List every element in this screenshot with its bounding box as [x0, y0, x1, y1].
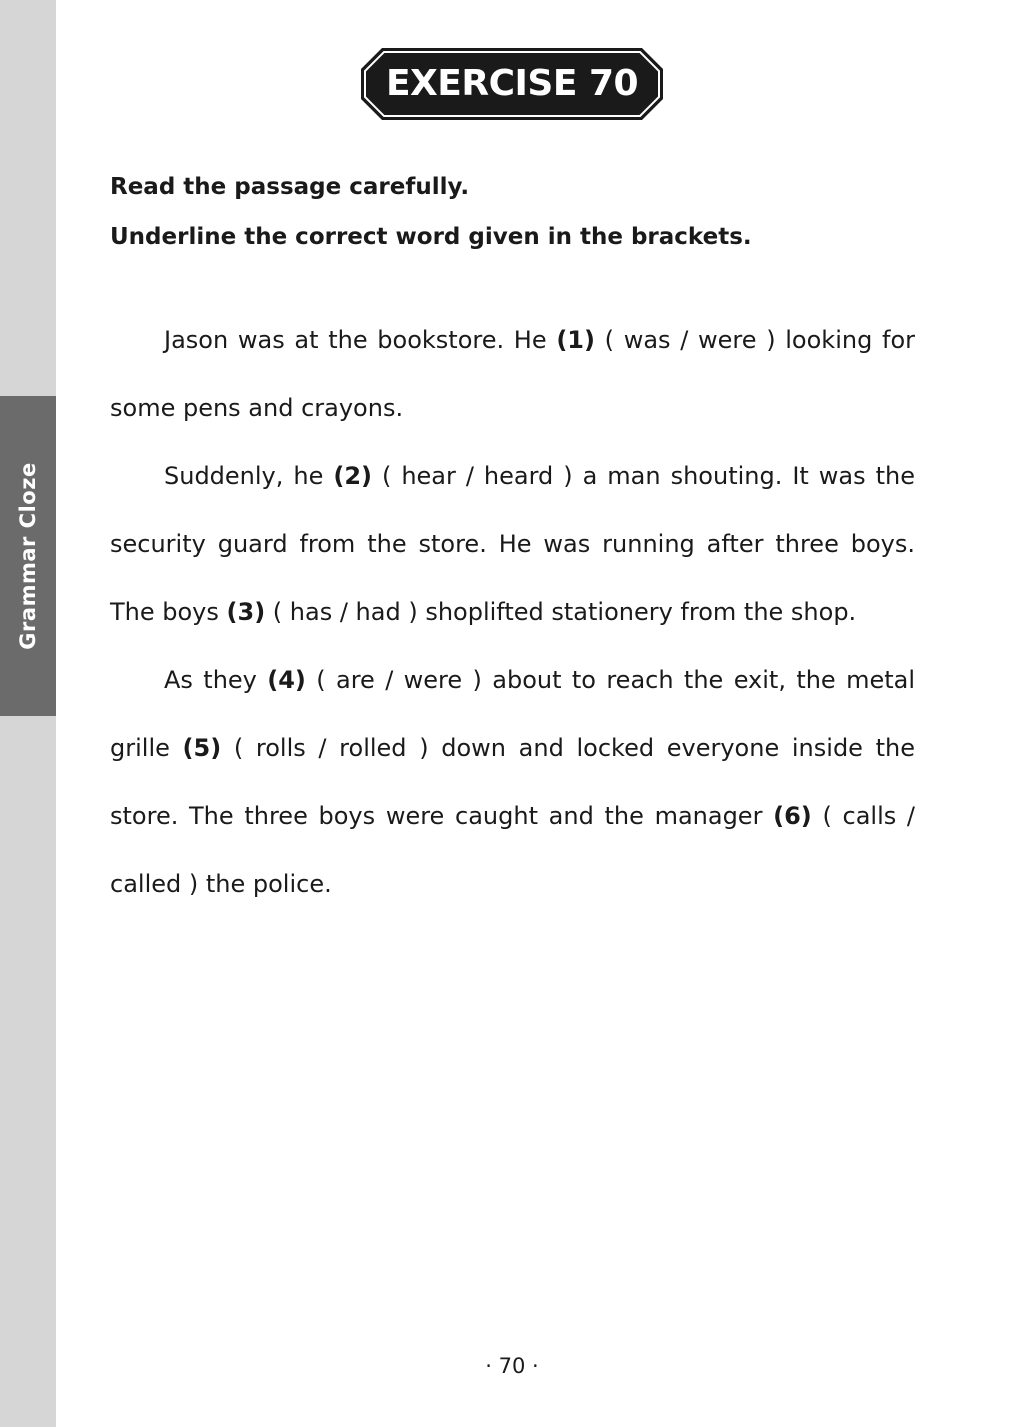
page-number: · 70 · [485, 1354, 539, 1378]
passage-text: ( hear / heard ) a man shouting. It was the security guard from the store. He was running after three boys. The boys [110, 462, 916, 626]
exercise-title-badge [360, 47, 664, 121]
paragraph-1 [110, 306, 915, 442]
exercise-title: EXERCISE 70 [385, 63, 639, 104]
passage-text: Jason was at the bookstore. He [164, 326, 557, 354]
instruction-line: Read the passage carefully. [110, 174, 470, 200]
paragraph-2 [110, 442, 915, 646]
passage-text: ( rolls / rolled ) down and locked everyone inside the store. The three boys were caught and the manager [110, 734, 916, 830]
paragraph-3 [110, 646, 915, 918]
passage-text: ( has / had ) shoplifted stationery from the shop. [265, 598, 857, 626]
question-number-1: (1) [556, 326, 595, 354]
passage-text: ( was / were ) looking for some pens and crayons. [110, 326, 915, 422]
question-number-4: (4) [267, 666, 306, 694]
instruction-line: Underline the correct word given in the brackets. [110, 224, 752, 250]
passage [110, 306, 915, 918]
passage-text: ( are / were ) about to reach the exit, the metal grille [110, 666, 915, 762]
passage-text: As they [164, 666, 268, 694]
section-tab-label: Grammar Cloze [16, 462, 40, 650]
question-number-5: (5) [182, 734, 222, 762]
passage-text: ( calls / called ) the police. [110, 802, 916, 898]
passage-text: Suddenly, he [164, 462, 334, 490]
question-number-6: (6) [773, 802, 812, 830]
instructions [110, 168, 920, 268]
question-number-3: (3) [226, 598, 266, 626]
question-number-2: (2) [333, 462, 372, 490]
